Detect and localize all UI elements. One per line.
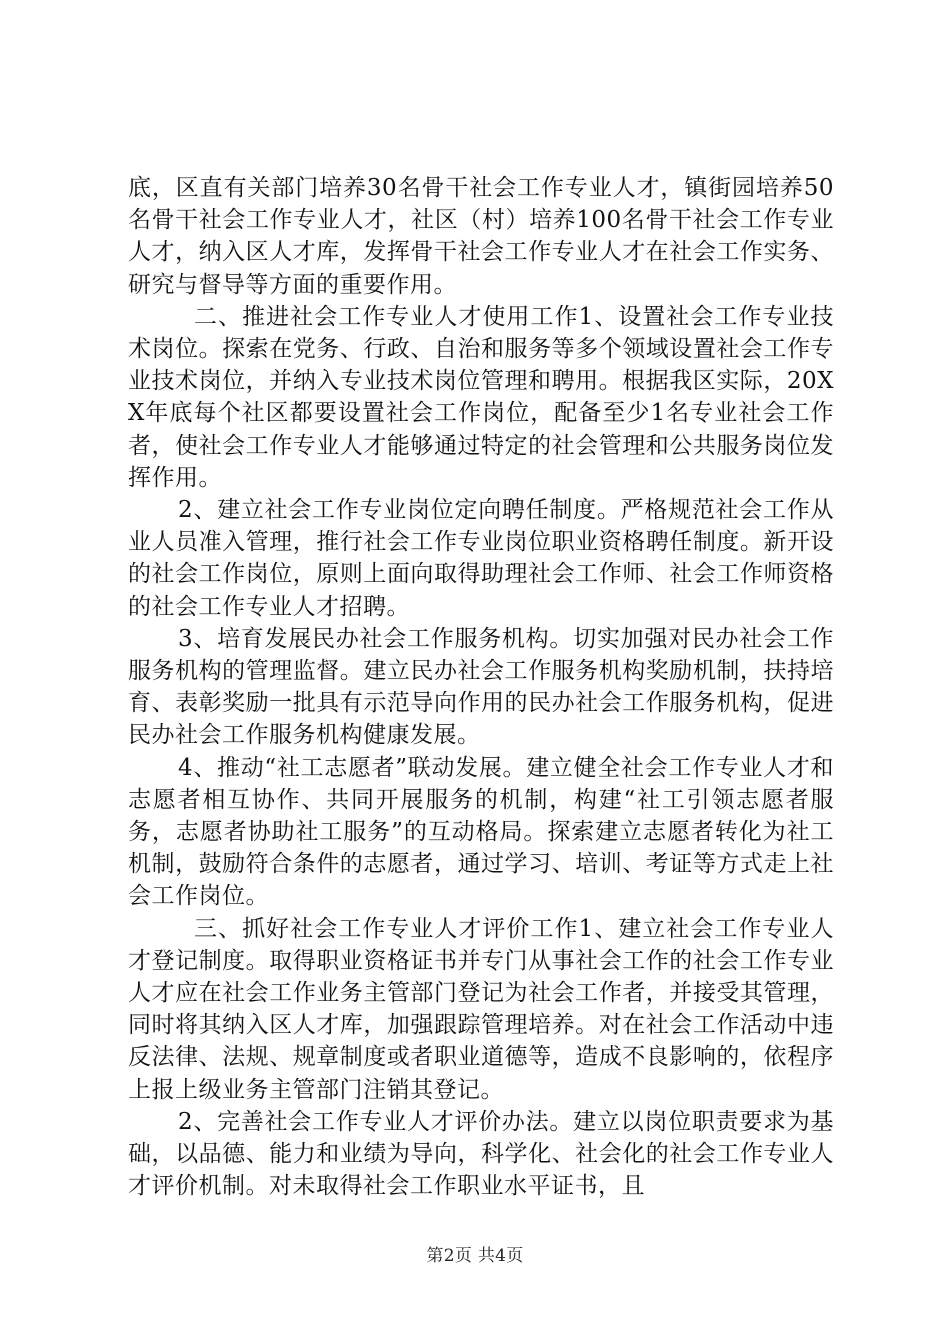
paragraph-item-2-recruitment: 2、建立社会工作专业岗位定向聘任制度。严格规范社会工作从业人员准入管理，推行社会工作专业岗位职业资格聘任制度。新开设的社会工作岗位，原则上面向取得助理社会工作师、社会工作师资格的社会工作专业人才招聘。 bbox=[128, 497, 834, 620]
paragraph-continuation: 底，区直有关部门培养30名骨干社会工作专业人才，镇街园培养50名骨干社会工作专业人才，社区（村）培养100名骨干社会工作专业人才，纳入区人才库，发挥骨干社会工作专业人才在社会工作实务、研究与督导等方面的重要作用。 bbox=[128, 175, 834, 298]
paragraph-section-three: 三、抓好社会工作专业人才评价工作1、建立社会工作专业人才登记制度。取得职业资格证书并专门从事社会工作的社会工作专业人才应在社会工作业务主管部门登记为社会工作者，并接受其管理，同时将其纳入区人才库，加强跟踪管理培养。对在社会工作活动中违反法律、法规、规章制度或者职业道德等，造成不良影响的，依程序上报上级业务主管部门注销其登记。 bbox=[128, 915, 834, 1103]
paragraph-item-2-evaluation: 2、完善社会工作专业人才评价办法。建立以岗位职责要求为基础，以品德、能力和业绩为导向，科学化、社会化的社会工作专业人才评价机制。对未取得社会工作职业水平证书，且 bbox=[128, 1108, 834, 1200]
document-body bbox=[128, 172, 834, 1203]
paragraph-item-4-volunteers: 4、推动“社工志愿者”联动发展。建立健全社会工作专业人才和志愿者相互协作、共同开展服务的机制，构建“社工引领志愿者服务，志愿者协助社工服务”的互动格局。探索建立志愿者转化为社工机制，鼓励符合条件的志愿者，通过学习、培训、考证等方式走上社会工作岗位。 bbox=[128, 754, 834, 910]
paragraph-section-two: 二、推进社会工作专业人才使用工作1、设置社会工作专业技术岗位。探索在党务、行政、自治和服务等多个领域设置社会工作专业技术岗位，并纳入专业技术岗位管理和聘用。根据我区实际，20XX年底每个社区都要设置社会工作岗位，配备至少1名专业社会工作者，使社会工作专业人才能够通过特定的社会管理和公共服务岗位发挥作用。 bbox=[128, 303, 834, 491]
paragraph-item-3-institutions: 3、培育发展民办社会工作服务机构。切实加强对民办社会工作服务机构的管理监督。建立民办社会工作服务机构奖励机制，扶持培育、表彰奖励一批具有示范导向作用的民办社会工作服务机构，促进民办社会工作服务机构健康发展。 bbox=[128, 625, 834, 749]
page-number-footer: 第2页 共4页 bbox=[426, 1246, 524, 1266]
